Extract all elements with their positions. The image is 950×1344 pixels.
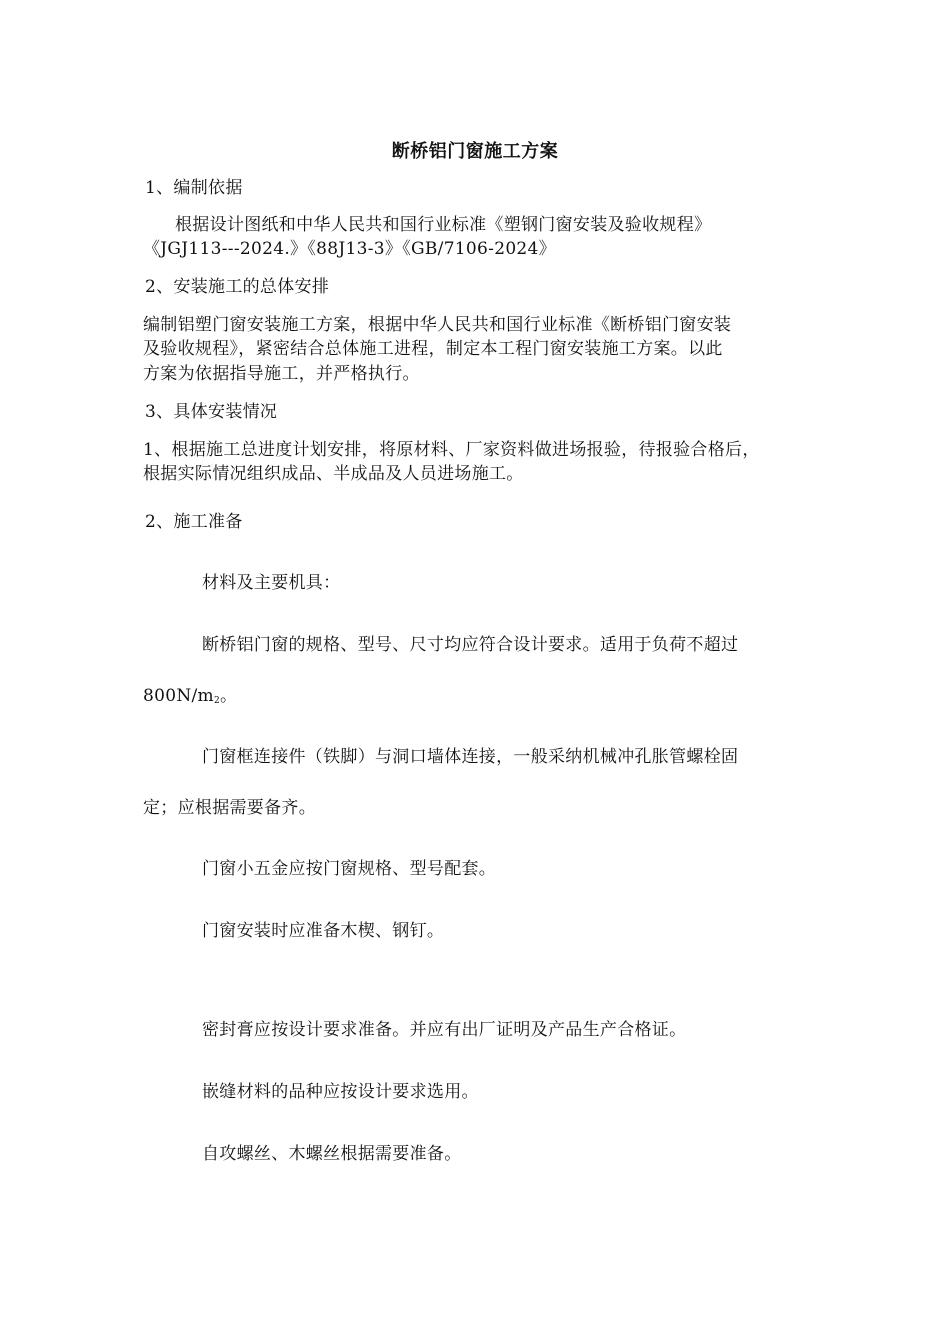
item-3: 门窗小五金应按门窗规格、型号配套。 [202,859,497,879]
unit-superscript: 2 [213,696,221,706]
section-2-heading: 2、安装施工的总体安排 [145,277,330,297]
section-1-text-line-2: 《JGJ113---2024.》《88J13-3》《GB/7106-2024》 [143,239,556,259]
item-1-line-1: 断桥铝门窗的规格、型号、尺寸均应符合设计要求。适用于负荷不超过 [202,635,739,655]
section-3-para-1-line-2: 根据实际情况组织成品、半成品及人员进场施工。 [143,464,524,484]
item-2-line-1: 门窗框连接件（铁脚）与洞口墙体连接，一般采纳机械冲孔胀管螺栓固 [202,747,739,767]
section-3-para-1-line-1: 1、根据施工总进度计划安排，将原材料、厂家资料做进场报验，待报验合格后， [143,440,760,460]
section-2-text-line-1: 编制铝塑门窗安装施工方案，根据中华人民共和国行业标准《断桥铝门窗安装 [143,315,732,335]
section-1-text-line-1: 根据设计图纸和中华人民共和国行业标准《塑钢门窗安装及验收规程》 [175,215,712,235]
item-7: 自攻螺丝、木螺丝根据需要准备。 [202,1144,462,1164]
item-4: 门窗安装时应准备木楔、钢钉。 [202,921,445,941]
load-value: 800N/m [143,686,214,706]
construction-prep-heading: 2、施工准备 [145,512,243,532]
item-5: 密封膏应按设计要求准备。并应有出厂证明及产品生产合格证。 [202,1020,687,1040]
materials-heading: 材料及主要机具： [202,573,341,593]
item-1-line-2-end: 。 [220,686,238,706]
section-2-text-line-2: 及验收规程》，紧密结合总体施工进程，制定本工程门窗安装施工方案。以此 [143,339,723,359]
document-title: 断桥铝门窗施工方案 [391,141,559,162]
item-1-line-2 [143,684,237,713]
section-2-text-line-3: 方案为依据指导施工，并严格执行。 [143,364,420,384]
section-3-heading: 3、具体安装情况 [145,402,278,422]
section-1-heading: 1、编制依据 [145,178,243,198]
item-6: 嵌缝材料的品种应按设计要求选用。 [202,1082,479,1102]
item-2-line-2: 定；应根据需要备齐。 [143,798,316,818]
